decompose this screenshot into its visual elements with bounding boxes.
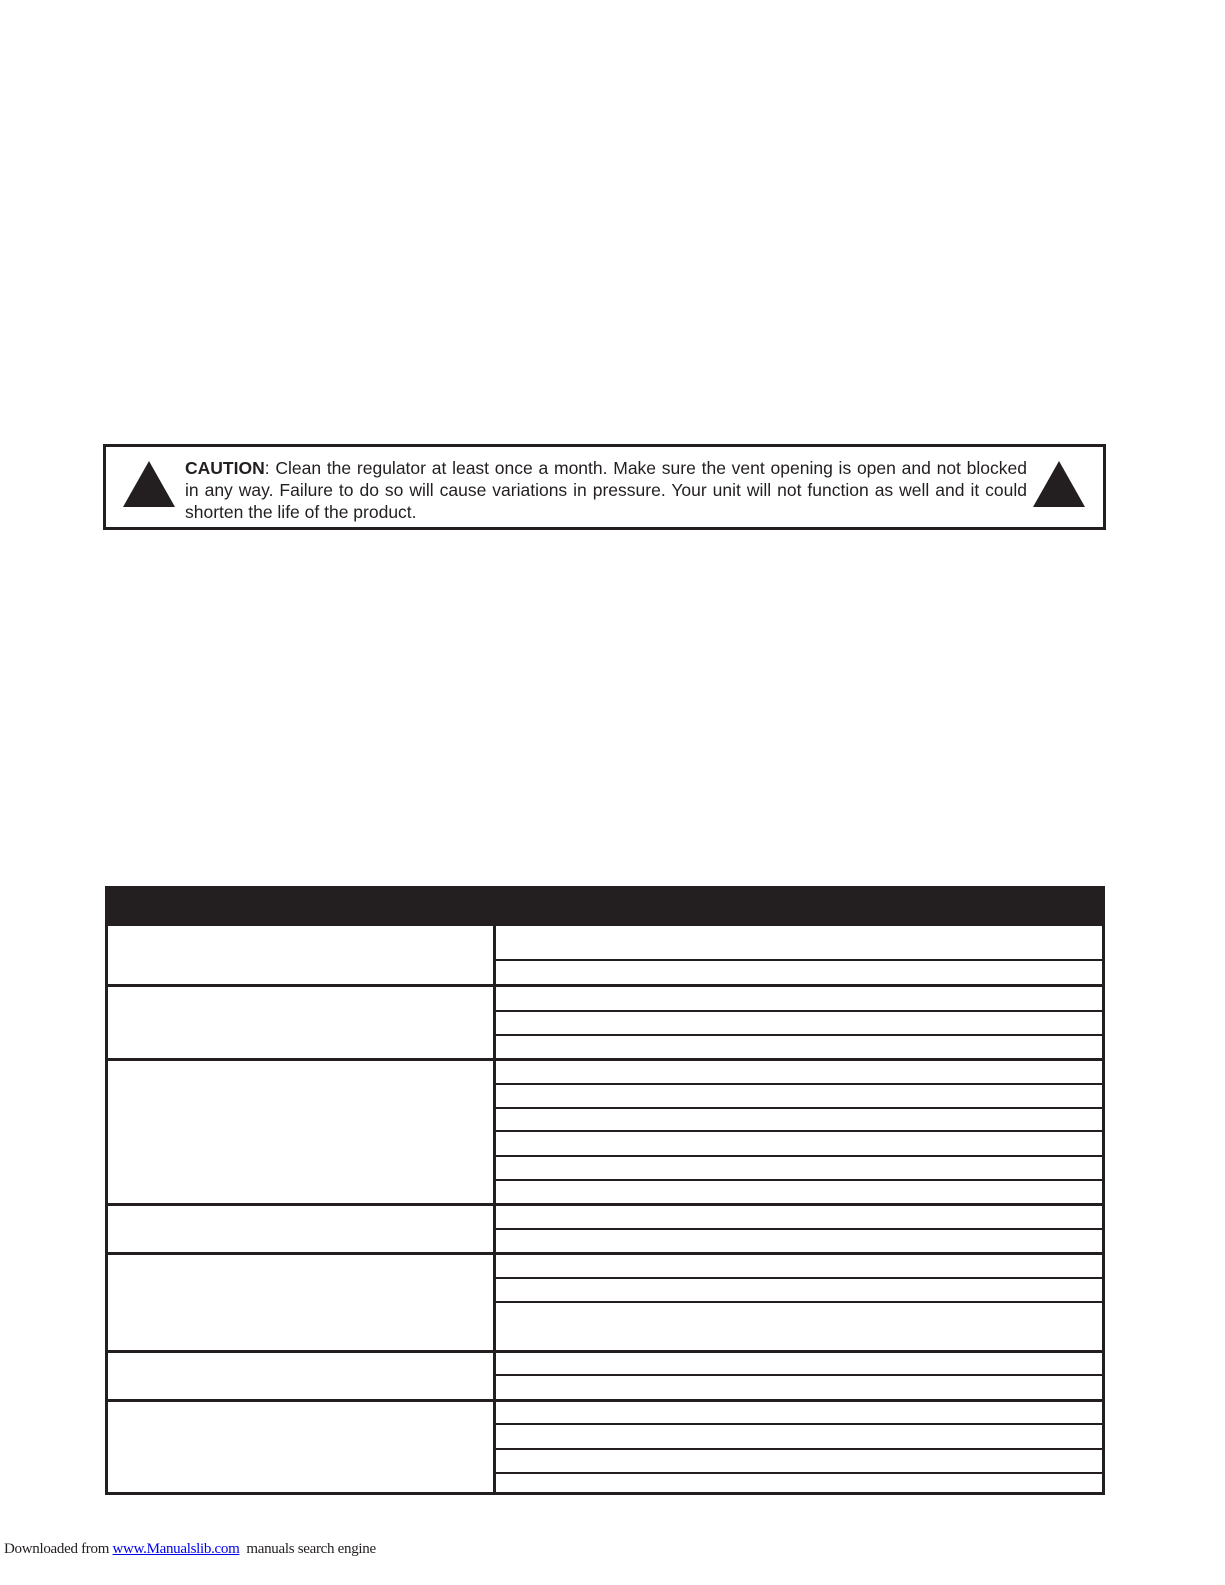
group-divider xyxy=(108,1252,1102,1255)
footer-suffix: manuals search engine xyxy=(239,1541,376,1557)
caution-label: CAUTION xyxy=(185,458,265,478)
row-divider xyxy=(496,1228,1102,1230)
group-divider xyxy=(108,1399,1102,1402)
row-divider xyxy=(496,1130,1102,1132)
row-divider xyxy=(496,1374,1102,1376)
row-divider xyxy=(496,1423,1102,1425)
row-divider xyxy=(496,1034,1102,1036)
row-divider xyxy=(496,1472,1102,1474)
row-divider xyxy=(496,1277,1102,1279)
group-divider xyxy=(108,1203,1102,1206)
footer xyxy=(4,1541,376,1558)
footer-prefix: Downloaded from xyxy=(4,1541,113,1557)
group-divider xyxy=(108,1350,1102,1353)
table-header xyxy=(108,889,1102,926)
row-divider xyxy=(496,1083,1102,1085)
caution-text xyxy=(185,457,1027,523)
warning-triangle-icon xyxy=(1033,461,1085,507)
warning-triangle-icon xyxy=(123,461,175,507)
caution-box xyxy=(103,444,1106,530)
troubleshooting-table xyxy=(105,886,1105,1495)
row-divider xyxy=(496,959,1102,961)
row-divider xyxy=(496,1155,1102,1157)
row-divider xyxy=(496,1448,1102,1450)
group-divider xyxy=(108,984,1102,987)
row-divider xyxy=(496,1301,1102,1303)
row-divider xyxy=(496,1179,1102,1181)
caution-body: : Clean the regulator at least once a month. Make sure the vent opening is open and not blocked in any way. Failure to do so will cause variations in pressure. Your unit will not function as well and it could shorten the life of the product. xyxy=(185,458,1027,522)
row-divider xyxy=(496,1010,1102,1012)
manualslib-link[interactable]: www.Manualslib.com xyxy=(112,1541,240,1557)
row-divider xyxy=(496,1107,1102,1109)
group-divider xyxy=(108,1058,1102,1061)
